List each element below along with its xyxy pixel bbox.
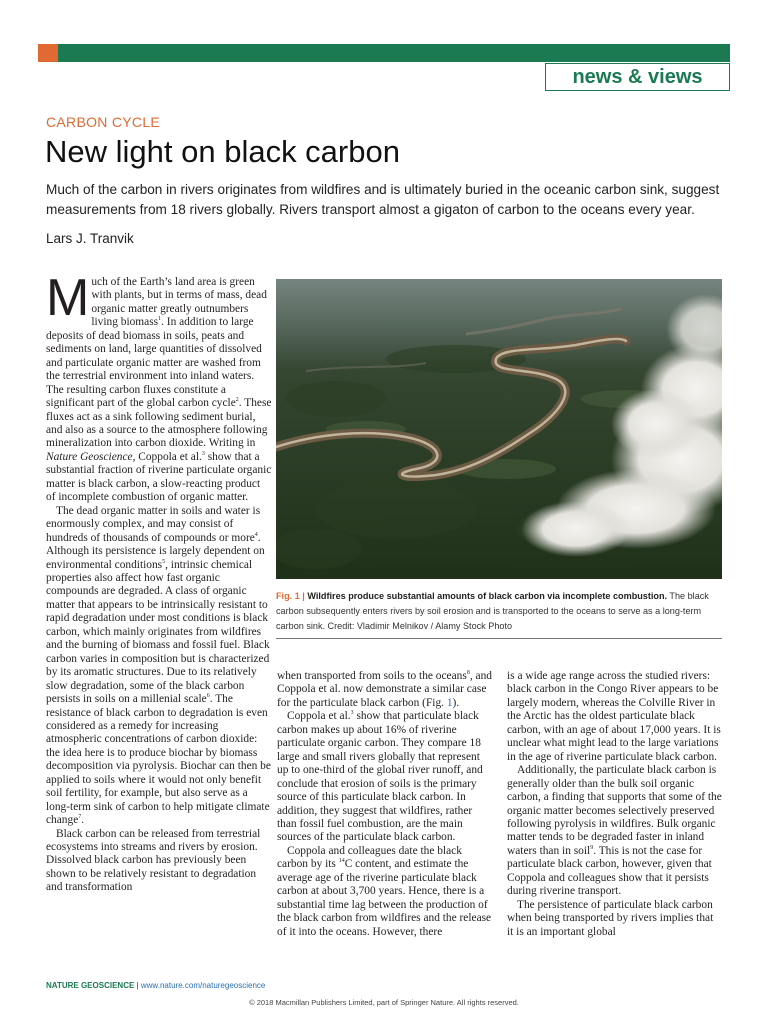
header-accent-orange [38,44,58,62]
section-label-box [545,63,730,91]
reference-link[interactable]: 2 [235,397,239,404]
reference-link[interactable]: 4 [254,531,258,538]
reference-link[interactable]: 3 [350,710,354,717]
body-column-2 [277,670,492,939]
copyright-notice: © 2018 Macmillan Publishers Limited, part of Springer Nature. All rights reserved. [249,998,519,1007]
body-column-3 [507,670,722,939]
caption-divider [276,638,722,639]
article-standfirst: Much of the carbon in rivers originates from wildfires and is ultimately buried in the oceanic carbon sink, suggest measurements from 18 rivers globally. Rivers transport almost a gigaton of carbon to the oceans every year. [46,182,720,217]
reference-link[interactable]: 1 [158,316,162,323]
reference-link[interactable]: 5 [162,558,166,565]
section-label: news & views [572,65,703,88]
article-title: New light on black carbon [45,134,400,169]
reference-link[interactable]: 7 [78,814,82,821]
body-paragraph: The dead organic matter in soils and water is enormously complex, and may consist of hundreds of thousands of compounds or more$^4$. Although its persistence is largely dependent on environmental conditions$^5$, intrinsic chemical properties also affect how fast organic compounds are degraded. A class of organic matter that appears to be intrinsically resistant to rapid degradation under most conditions is black carbon, which mainly originates from wildfires and the burning of biomass and fossil fuel. Black carbon varies in composition but is characterized by its aromatic structures. Due to its relatively slow degradation, some of the black carbon persists in soils on a millenial scale$^6$. The resistance of black carbon to degradation is even considered as a remedy for increasing atmospheric concentrations of carbon dioxide: the idea here is to produce biochar by biomass decomposition via pyrolysis. Biochar can then be applied to soils where it would not only benefit soil fertility, for example, but also serve as a long-term sink of carbon to help mitigate climate change$^7$. [46,504,271,827]
header-accent-green [58,44,730,62]
reference-link[interactable]: 3 [201,451,205,458]
body-paragraph: Much of the Earth’s land area is green with plants, but in terms of mass, dead organic matter greatly outnumbers living biomass$^1$. In addition to large deposits of dead biomass in soils, peats and sediments on land, large quantities of dissolved and particulate organic matter are washed from the terrestrial environment into inland waters. The resulting carbon fluxes constitute a significant part of the global carbon cycle$^2$. These fluxes act as a sink following sediment burial, and also as a source to the atmosphere following mineralization into carbon dioxide. Writing in Nature Geoscience, Coppola et al.$^3$ show that a substantial fraction of riverine particulate organic matter is black carbon, a slow-reacting product of incomplete combustion of organic matter. [46,269,272,504]
article-author: Lars J. Tranvik [46,231,134,246]
article-kicker: CARBON CYCLE [46,114,161,130]
body-paragraph: The persistence of particulate black carbon when being transported by rivers implies that it is an important global [507,898,714,938]
reference-link[interactable]: 6 [206,693,210,700]
figure-label[interactable]: Fig. 1 | [276,591,305,601]
body-paragraph: when transported from soils to the oceans$^8$, and Coppola et al. now demonstrate a similar case for the particulate black carbon (Fig. 1). [277,670,492,709]
body-column-1 [46,269,272,895]
body-paragraph: Additionally, the particulate black carbon is generally older than the bulk soil organic carbon, a finding that supports that some of the organic matter becomes selectively preserved following pyrolysis in wildfires. Bulk organic matter tends to be degraded faster in inland waters than in soil$^9$. This is not the case for particulate black carbon, however, given that Coppola and colleagues show that it persists during riverine transport. [507,764,722,898]
aerial-river-wildfire-photo [276,279,722,579]
drop-cap: M [46,269,90,327]
reference-link[interactable]: 8 [466,670,470,677]
reference-link[interactable]: 9 [590,845,594,852]
figure-link[interactable]: 1 [446,696,453,709]
body-paragraph: Coppola et al.$^3$ show that particulate black carbon makes up about 16% of riverine particulate organic carbon. They compare 18 large and small rivers globally that represent up to one-third of the global river runoff, and conclude that erosion of soils is the primary source of this particulate black carbon. In addition, they suggest that wildfires, rather than fossil fuel combustion, are the main sources of the particulate black carbon. [277,710,483,844]
body-paragraph: Black carbon can be released from terrestrial ecosystems into streams and rivers by erosion. Dissolved black carbon has previously been shown to be relatively resistant to degradation and transformation [46,827,261,894]
journal-url[interactable]: www.nature.com/naturegeoscience [140,981,266,990]
body-paragraph: Coppola and colleagues date the black carbon by its $^{14}$C content, and estimate the average age of the riverine particulate black carbon at about 3,700 years. Hence, there is a substantial time lag between the production of the black carbon from wildfires and the release of it into the oceans. However, there [277,844,492,938]
journal-name: NATURE GEOSCIENCE [46,981,135,990]
body-paragraph-continued: is a wide age range across the studied rivers: black carbon in the Congo River appears to be largely modern, whereas the Colville River in the Arctic has the oldest particulate black carbon, with an age of about 17,000 years. It is unclear what might lead to the large variations in the age of riverine particulate black carbon. [507,670,721,763]
page-footer: NATURE GEOSCIENCE | www.nature.com/naturegeoscience [46,981,266,990]
figure-caption: Fig. 1 | Wildfires produce substantial amounts of black carbon via incomplete combustion. The black carbon subsequently enters rivers by soil erosion and is transported to the oceans to serve as a long-term carbon sink. Credit: Vladimir Melnikov / Alamy Stock Photo [276,591,709,631]
